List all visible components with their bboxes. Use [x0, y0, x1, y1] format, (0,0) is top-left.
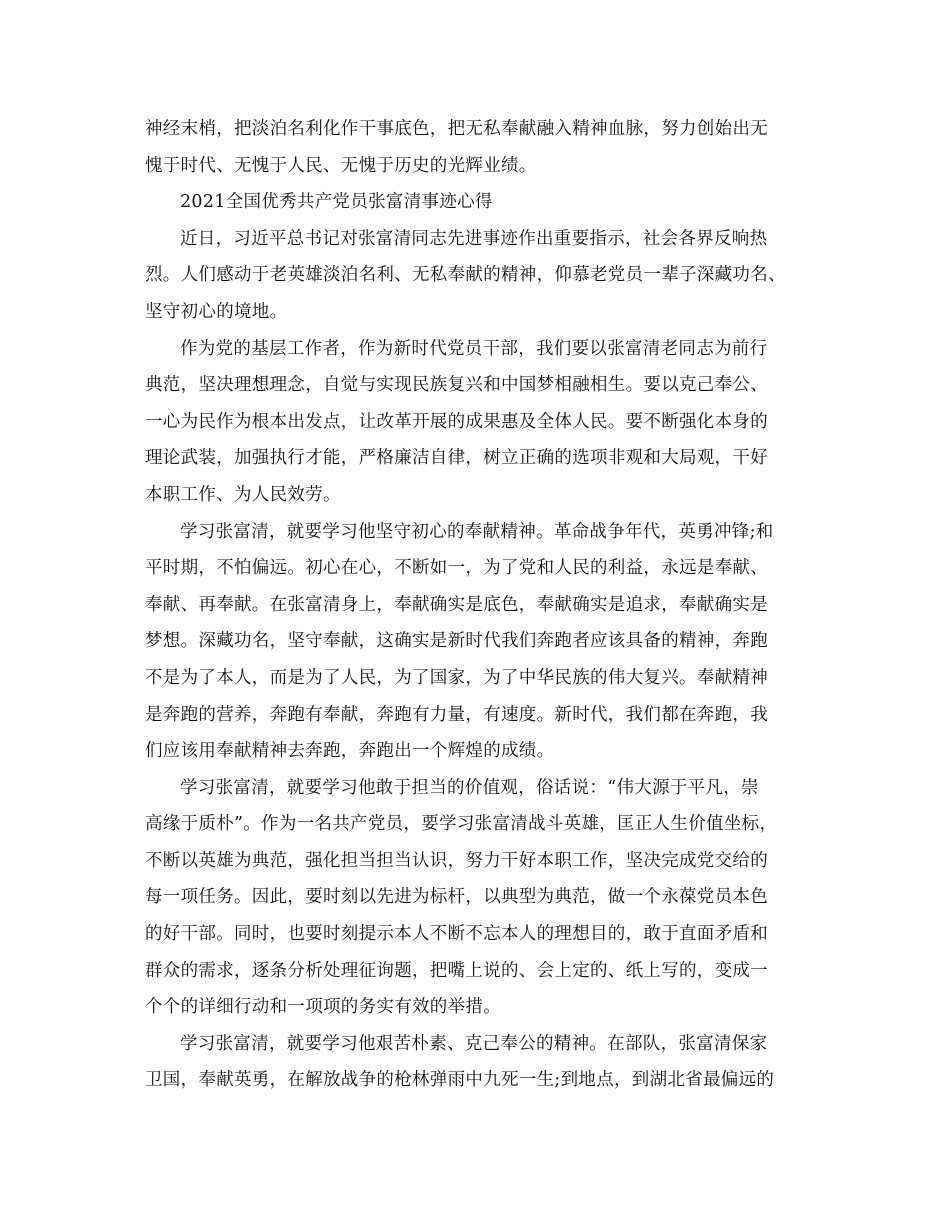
text-line: 是奔跑的营养，奔跑有奉献，奔跑有力量，有速度。新时代，我们都在奔跑，我	[145, 704, 768, 725]
text-line: 梦想。深藏功名，坚守奉献，这确实是新时代我们奔跑者应该具备的精神，奔跑	[145, 631, 768, 652]
paragraph-first-line: 学习张富清，就要学习他坚守初心的奉献精神。革命战争年代，英勇冲锋;和	[180, 521, 774, 542]
paragraph-first-line: 学习张富清，就要学习他艰苦朴素、克己奉公的精神。在部队，张富清保家	[180, 1033, 768, 1054]
document-body	[145, 111, 807, 1099]
text-line: 不是为了本人，而是为了人民，为了国家，为了中华民族的伟大复兴。奉献精神	[145, 667, 768, 688]
text-line: 烈。人们感动于老英雄淡泊名利、无私奉献的精神，仰慕老党员一辈子深藏功名、	[145, 265, 786, 286]
text-line: 本职工作、为人民效劳。	[145, 484, 341, 505]
text-line: 高缘于质朴”。作为一名共产党员，要学习张富清战斗英雄，匡正人生价值坐标，	[145, 814, 778, 835]
text-line: 一心为民作为根本出发点，让改革开展的成果惠及全体人民。要不断强化本身的	[145, 411, 768, 432]
text-line: 坚守初心的境地。	[145, 301, 288, 322]
text-line: 每一项任务。因此，要时刻以先进为标杆，以典型为典范，做一个永葆党员本色	[145, 887, 768, 908]
paragraph-first-line: 学习张富清，就要学习他敢于担当的价值观，俗话说：“伟大源于平凡，崇	[180, 777, 759, 798]
text-line: 群众的需求，逐条分析处理征询题，把嘴上说的、会上定的、纸上写的，变成一	[145, 960, 768, 981]
paragraph-first-line: 作为党的基层工作者，作为新时代党员干部，我们要以张富清老同志为前行	[180, 338, 768, 359]
text-line: 卫国，奉献英勇，在解放战争的枪林弹雨中九死一生;到地点，到湖北省最偏远的	[145, 1070, 775, 1091]
text-line: 平时期，不怕偏远。初心在心，不断如一，为了党和人民的利益，永远是奉献、	[145, 558, 768, 579]
text-line: 理论武装，加强执行才能，严格廉洁自律，树立正确的选项非观和大局观，干好	[145, 448, 768, 469]
paragraph-first-line: 近日，习近平总书记对张富清同志先进事迹作出重要指示，社会各界反响热	[180, 228, 768, 249]
paragraph-first-line: 2021全国优秀共产党员张富清事迹心得	[180, 192, 493, 213]
text-line: 个个的详细行动和一项项的务实有效的举措。	[145, 997, 501, 1018]
text-line: 不断以英雄为典范，强化担当担当认识，努力干好本职工作，坚决完成党交给的	[145, 850, 768, 871]
text-line: 愧于时代、无愧于人民、无愧于历史的光辉业绩。	[145, 155, 537, 176]
text-line: 神经末梢，把淡泊名利化作干事底色，把无私奉献融入精神血脉，努力创始出无	[145, 119, 768, 139]
text-line: 典范，坚决理想理念，自觉与实现民族复兴和中国梦相融相生。要以克己奉公、	[145, 375, 768, 396]
text-line: 奉献、再奉献。在张富清身上，奉献确实是底色，奉献确实是追求，奉献确实是	[145, 594, 768, 615]
text-line: 的好干部。同时，也要时刻提示本人不断不忘本人的理想目的，敢于直面矛盾和	[145, 924, 768, 945]
text-line: 们应该用奉献精神去奔跑，奔跑出一个辉煌的成绩。	[145, 741, 555, 762]
